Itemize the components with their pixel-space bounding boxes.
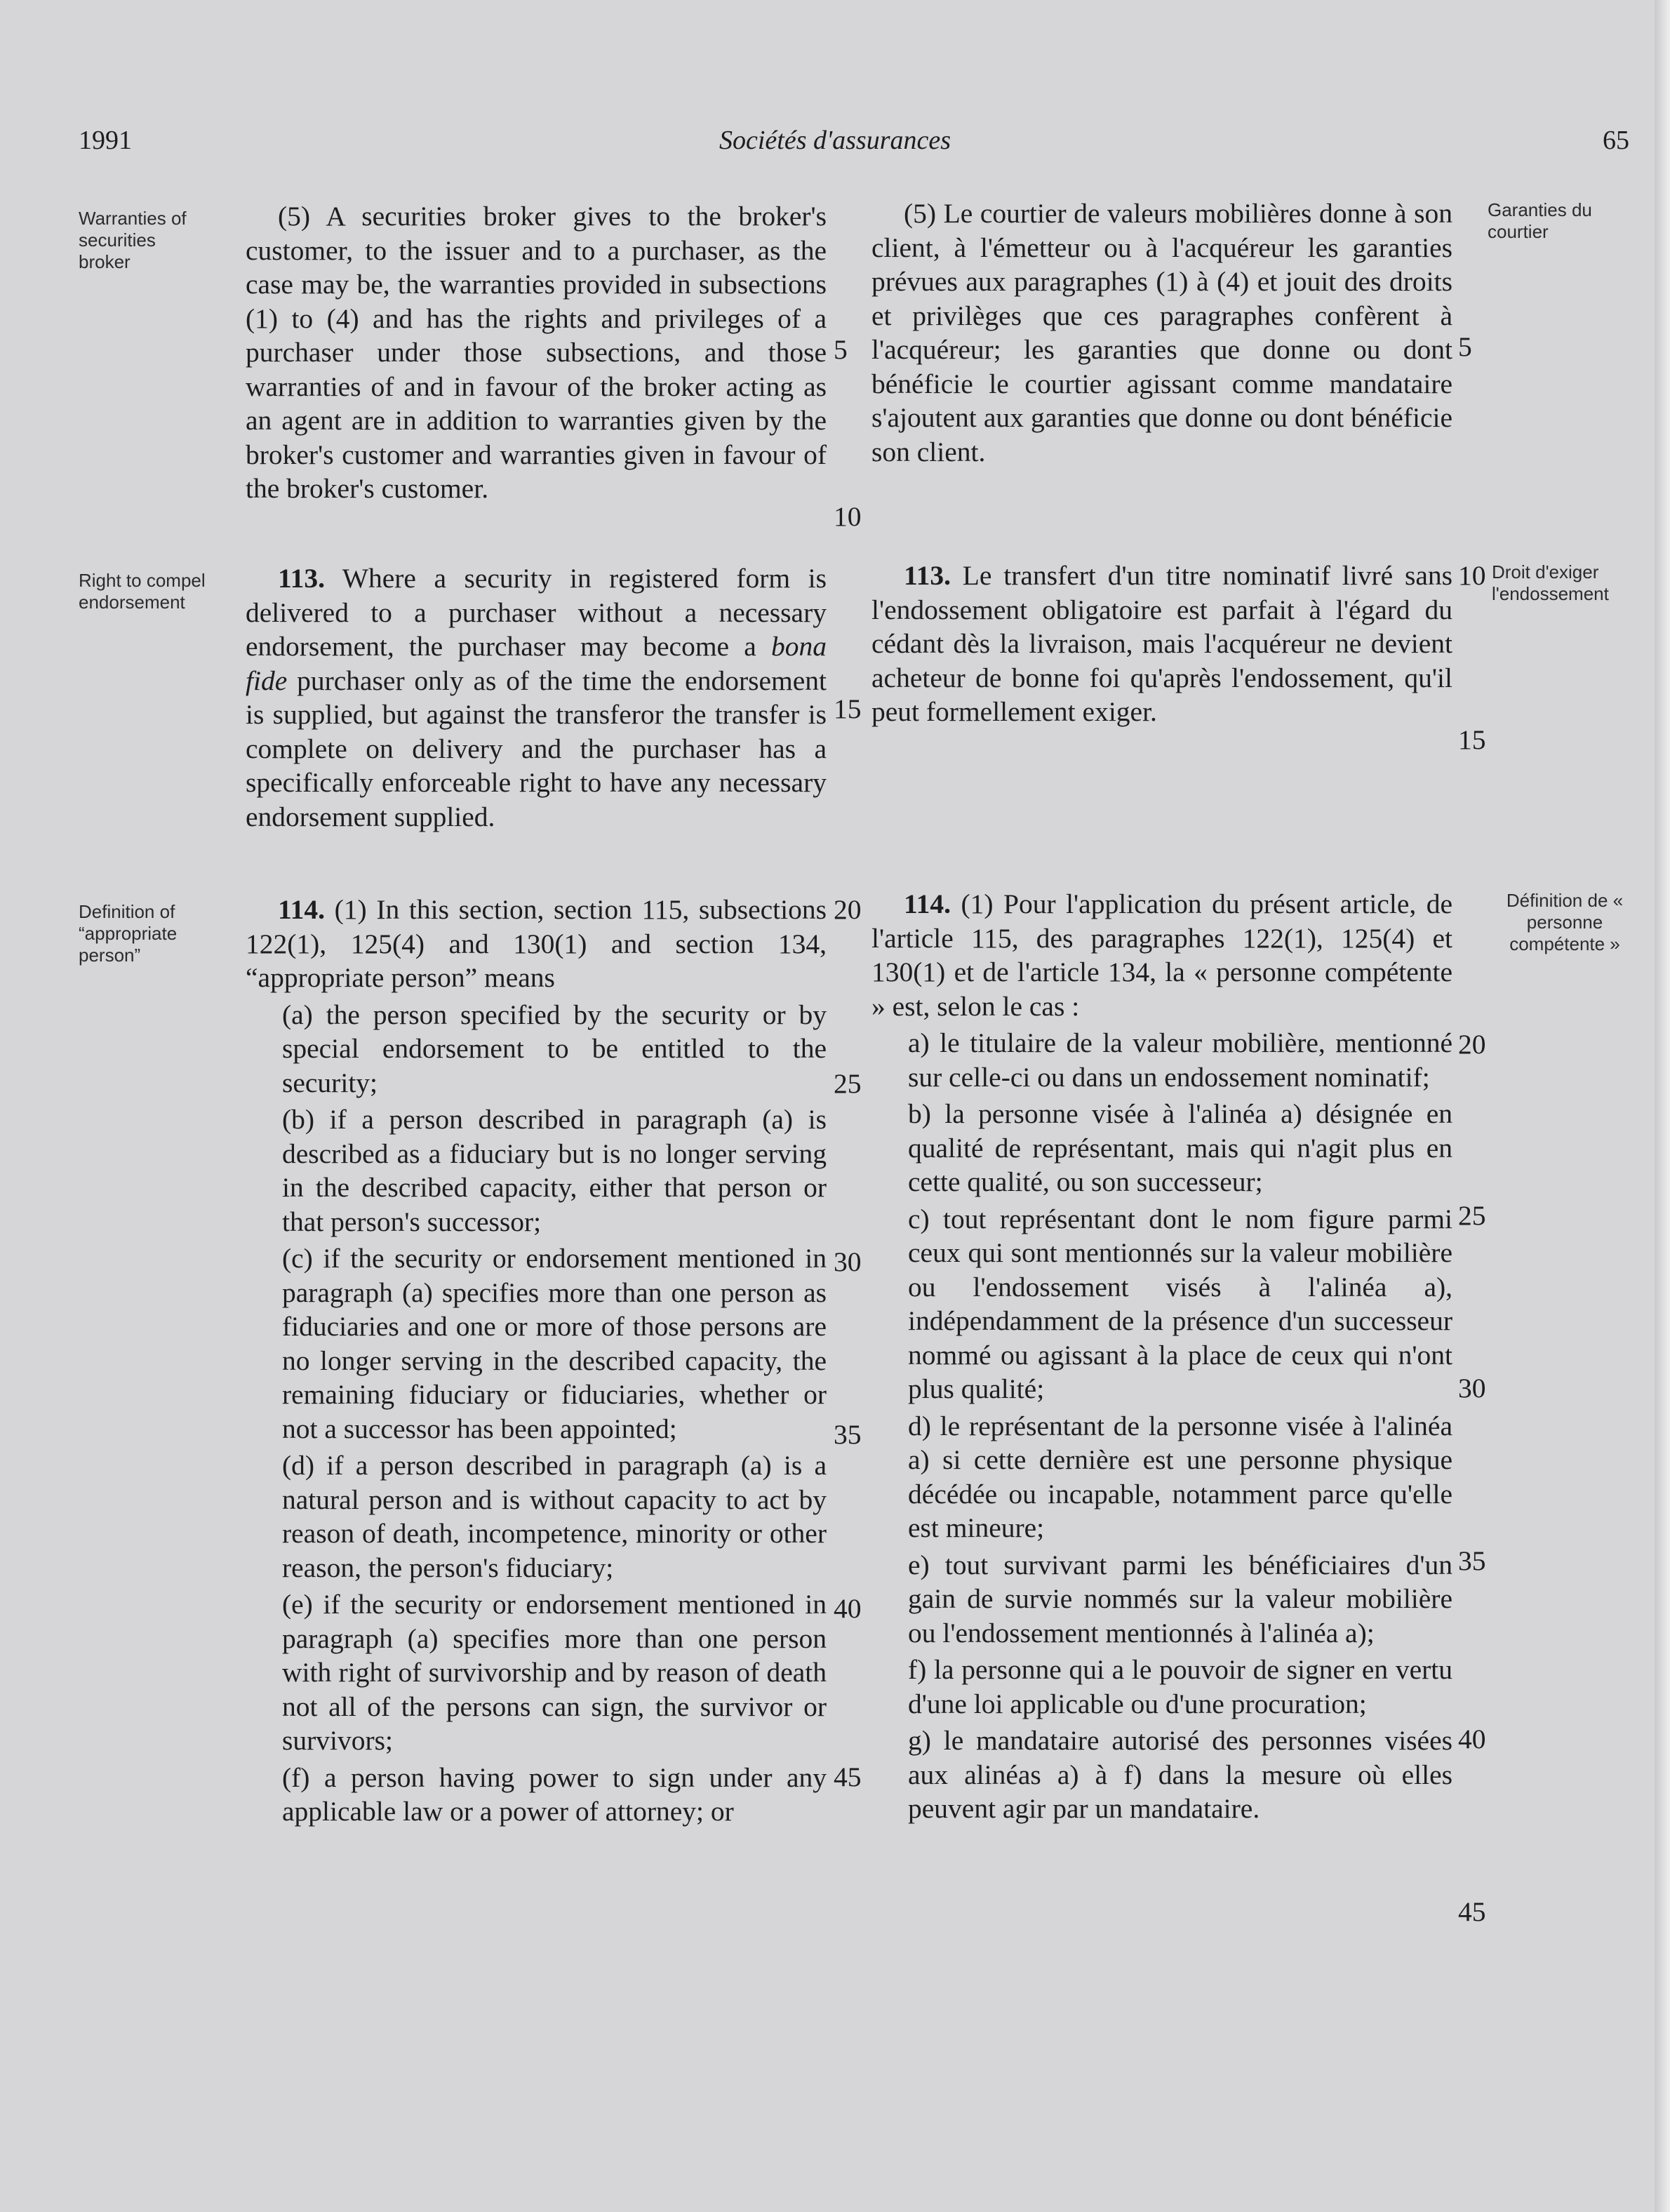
line-number-right-40: 40 <box>1458 1724 1486 1754</box>
english-s112-5-text: (5) A securities broker gives to the broker's customer, to the issuer and to a purchaser, as the case may be, the warranties provided in subsections (1) to (4) and has the rights and privileges of a purchaser under those subsections, and those warranties of and in favour of the broker acting as an agent are in addition to warranties given by the broker's customer and warranties given in favour of the broker's customer. <box>246 201 827 504</box>
english-s113-italic: bona fide <box>246 631 827 696</box>
line-number-center-5: 5 <box>834 334 848 365</box>
line-number-center-25: 25 <box>834 1068 862 1099</box>
line-number-right-20: 20 <box>1458 1029 1486 1060</box>
french-s114-number: 114. <box>904 888 951 919</box>
english-s114-body: (1) In this section, section 115, subsections 122(1), 125(4) and 130(1) and section 134, “appropriate person” means <box>246 894 827 993</box>
english-s112-5 <box>246 199 827 506</box>
line-number-right-5: 5 <box>1458 331 1472 362</box>
english-s114-intro <box>246 893 827 995</box>
english-para-d: (d) if a person described in paragraph (a) is a natural person and is without capacity to act by reason of death, incompetence, minority or other reason, the person's fiduciary; <box>282 1450 827 1583</box>
french-s114-intro <box>871 887 1452 1023</box>
french-para-b: b) la personne visée à l'alinéa a) désignée en qualité de représentant, mais qui n'agit plus en cette qualité, ou son successeur; <box>908 1098 1452 1197</box>
line-number-center-10: 10 <box>834 501 862 532</box>
line-number-center-45: 45 <box>834 1761 862 1792</box>
margin-note-compel-en: Right to compel endorsement <box>79 570 206 613</box>
french-para-e: e) tout survivant parmi les bénéficiaires d'un gain de survie nommés sur la valeur mobilière ou l'endossement mentionnés à l'alinéa a); <box>908 1549 1452 1648</box>
english-s113-text <box>246 561 827 834</box>
english-para-a: (a) the person specified by the security or by special endorsement to be entitled to the security; <box>282 999 827 1098</box>
line-number-right-25: 25 <box>1458 1200 1486 1231</box>
margin-note-warranties-en: Warranties of securities broker <box>79 208 187 272</box>
line-number-center-40: 40 <box>834 1593 862 1624</box>
line-number-center-30: 30 <box>834 1246 862 1277</box>
margin-note-garanties-fr: Garanties du courtier <box>1488 199 1592 242</box>
english-s113 <box>246 561 827 834</box>
english-para-b: (b) if a person described in paragraph (a) is described as a fiduciary but is no longer serving in the described capacity, either that person or that person's successor; <box>282 1104 827 1237</box>
french-s113 <box>871 559 1452 729</box>
english-s113-body: Where a security in registered form is delivered to a purchaser without a necessary endorsement, the purchaser may become a <box>246 563 827 662</box>
line-number-right-45: 45 <box>1458 1896 1486 1927</box>
english-s113-body-rest: purchaser only as of the time the endorsement is supplied, but against the transferor the transfer is complete on delivery and the purchaser has a specifically enforceable right to have any necessary endorsement supplied. <box>246 665 827 832</box>
french-s113-number: 113. <box>904 560 951 591</box>
english-s113-number: 113. <box>278 563 325 594</box>
english-para-c: (c) if the security or endorsement mentioned in paragraph (a) specifies more than one person as fiduciaries and one or more of those persons are no longer serving in the described capacity, the remaining fiduciary or fiduciaries, whether or not a successor has been appointed; <box>282 1243 827 1444</box>
french-s112-5-text: (5) Le courtier de valeurs mobilières donne à son client, à l'émetteur ou à l'acquéreur les garanties prévues aux paragraphes (1) à (4) et jouit des droits et privilèges que ces paragraphes confèrent à l'acquéreur; les garanties que donne ou dont bénéficie le courtier agissant comme mandataire s'ajoutent aux garanties que donne ou dont bénéficie son client. <box>871 198 1452 467</box>
french-s113-body: Le transfert d'un titre nominatif livré sans l'endossement obligatoire est parfait à l'égard du cédant dès la livraison, mais l'acquéreur ne devient acheteur de bonne foi qu'après l'endossement, qu'il peut formellement exiger. <box>871 560 1453 727</box>
english-s114-number: 114. <box>278 894 325 925</box>
french-s112-5 <box>871 196 1452 469</box>
line-number-center-20: 20 <box>834 894 862 925</box>
french-para-a: a) le titulaire de la valeur mobilière, mentionné sur celle-ci ou dans un endossement nominatif; <box>908 1027 1452 1093</box>
french-s114-body: (1) Pour l'application du présent article, de l'article 115, des paragraphes 122(1), 125(4) et 130(1) et de l'article 134, la « personne compétente » est, selon le cas : <box>871 888 1452 1022</box>
french-para-f: f) la personne qui a le pouvoir de signer en vertu d'une loi applicable ou d'une procuration; <box>908 1654 1452 1719</box>
header-year: 1991 <box>79 126 132 155</box>
margin-note-definition-en: Definition of “appropriate person” <box>79 901 178 966</box>
line-number-center-35: 35 <box>834 1419 862 1450</box>
page-number: 65 <box>1603 126 1629 155</box>
header-title: Sociétés d'assurances <box>719 126 951 155</box>
english-para-f: (f) a person having power to sign under any applicable law or a power of attorney; or <box>282 1761 827 1827</box>
french-s114 <box>871 887 1452 1826</box>
page-edge <box>1655 0 1670 2212</box>
french-s113-text <box>871 559 1452 729</box>
french-para-g: g) le mandataire autorisé des personnes visées aux alinéas a) à f) dans la mesure où elles peuvent agir par un mandataire. <box>908 1725 1452 1824</box>
line-number-center-15: 15 <box>834 693 862 724</box>
english-s114 <box>246 893 827 1829</box>
french-para-d: d) le représentant de la personne visée à l'alinéa a) si cette dernière est une personne physique décédée ou incapable, notamment parce qu'elle est mineure; <box>908 1410 1452 1543</box>
margin-note-definition-fr: Définition de « personne compétente » <box>1506 890 1624 954</box>
line-number-right-30: 30 <box>1458 1373 1486 1404</box>
line-number-right-35: 35 <box>1458 1545 1486 1576</box>
line-number-right-10: 10 <box>1458 560 1486 591</box>
french-para-c: c) tout représentant dont le nom figure parmi ceux qui sont mentionnés sur la valeur mobilière ou l'endossement visés à l'alinéa a), indépendamment de la présence d'un successeur nommé ou agissant à la place de ceux qui n'ont plus qualité; <box>908 1203 1452 1404</box>
line-number-right-15: 15 <box>1458 724 1486 755</box>
english-para-e: (e) if the security or endorsement mentioned in paragraph (a) specifies more than one person with right of survivorship and by reason of death not all of the persons can sign, the survivor or survivors; <box>282 1589 827 1756</box>
margin-note-droit-fr: Droit d'exiger l'endossement <box>1492 561 1609 604</box>
